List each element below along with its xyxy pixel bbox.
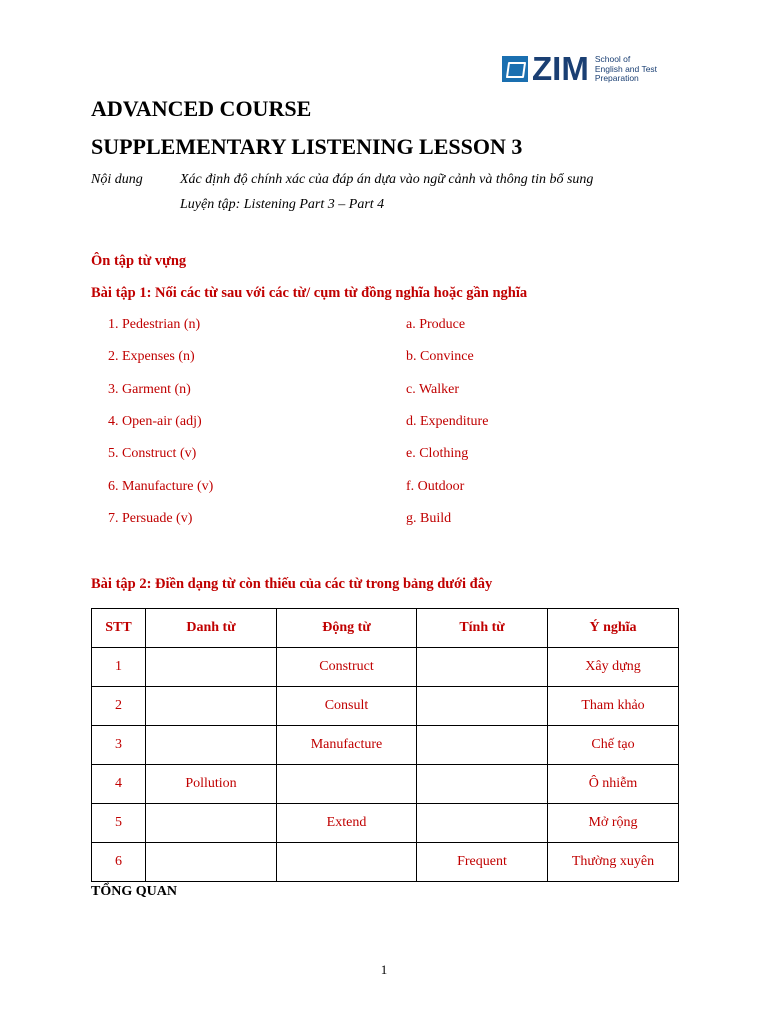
logo-tagline [595, 55, 657, 84]
cell-noun[interactable] [146, 726, 277, 765]
cell-meaning: Mở rộng [548, 804, 679, 843]
cell-adjective[interactable] [417, 687, 548, 726]
table-row [92, 804, 679, 843]
match-left-item: 4. Open-air (adj) [108, 414, 202, 429]
match-right-item: b. Convince [406, 349, 474, 364]
match-right-item: c. Walker [406, 382, 460, 397]
header-verb: Động từ [277, 609, 417, 648]
exercise2-title: Bài tập 2: Điền dạng từ còn thiếu của các từ trong bảng dưới đây [91, 576, 493, 592]
cell-stt: 1 [92, 648, 146, 687]
cell-adjective[interactable] [417, 765, 548, 804]
logo-word: ZIM [532, 50, 589, 88]
match-right-item: a. Produce [406, 317, 466, 332]
match-right-item: f. Outdoor [406, 479, 465, 494]
cell-verb[interactable] [277, 765, 417, 804]
cell-meaning: Tham khảo [548, 687, 679, 726]
cell-meaning: Thường xuyên [548, 843, 679, 882]
cell-verb: Manufacture [277, 726, 417, 765]
cell-stt: 4 [92, 765, 146, 804]
exercise1-title: Bài tập 1: Nối các từ sau với các từ/ cụm từ đồng nghĩa hoặc gần nghĩa [91, 285, 528, 301]
page-number: 1 [380, 962, 388, 977]
table-row [92, 765, 679, 804]
cell-adjective: Frequent [417, 843, 548, 882]
table-row [92, 843, 679, 882]
header-noun: Danh từ [146, 609, 277, 648]
match-right-item: g. Build [406, 511, 452, 526]
cell-stt: 5 [92, 804, 146, 843]
cell-noun: Pollution [146, 765, 277, 804]
cell-noun[interactable] [146, 687, 277, 726]
match-left-item: 5. Construct (v) [108, 446, 197, 461]
overview-heading: TỔNG QUAN [91, 884, 177, 899]
match-left-item: 2. Expenses (n) [108, 349, 195, 364]
content-line-1: Xác định độ chính xác của đáp án dựa vào ngữ cảnh và thông tin bổ sung [180, 172, 594, 187]
cell-noun[interactable] [146, 804, 277, 843]
match-right-item: e. Clothing [406, 446, 469, 461]
cell-adjective[interactable] [417, 726, 548, 765]
cell-meaning: Xây dựng [548, 648, 679, 687]
table-row [92, 648, 679, 687]
logo-tagline-line: Preparation [594, 73, 639, 83]
cell-verb: Extend [277, 804, 417, 843]
cell-adjective[interactable] [417, 648, 548, 687]
header-meaning: Ý nghĩa [548, 609, 679, 648]
cell-stt: 3 [92, 726, 146, 765]
logo-tagline-line: School of [594, 54, 631, 64]
match-left-item: 6. Manufacture (v) [108, 479, 214, 494]
cell-stt: 6 [92, 843, 146, 882]
header-stt: STT [92, 609, 146, 648]
match-left-item: 1. Pedestrian (n) [108, 317, 201, 332]
cell-noun[interactable] [146, 648, 277, 687]
zim-logo [502, 50, 658, 88]
table-row [92, 687, 679, 726]
cell-verb: Consult [277, 687, 417, 726]
match-left-item: 7. Persuade (v) [108, 511, 193, 526]
cell-adjective[interactable] [417, 804, 548, 843]
lesson-title: SUPPLEMENTARY LISTENING LESSON 3 [91, 134, 523, 159]
table-row [92, 726, 679, 765]
cell-meaning: Chế tạo [548, 726, 679, 765]
match-left-item: 3. Garment (n) [108, 382, 191, 397]
cell-meaning: Ô nhiễm [548, 765, 679, 804]
content-label: Nội dung [91, 172, 143, 187]
book-icon [502, 56, 528, 82]
logo-tagline-line: English and Test [594, 63, 658, 74]
cell-noun[interactable] [146, 843, 277, 882]
header-adjective: Tính từ [417, 609, 548, 648]
match-right-item: d. Expenditure [406, 414, 489, 429]
course-title: ADVANCED COURSE [91, 96, 312, 121]
content-line-2: Luyện tập: Listening Part 3 – Part 4 [180, 197, 385, 212]
vocab-review-heading: Ôn tập từ vựng [91, 253, 187, 269]
cell-stt: 2 [92, 687, 146, 726]
cell-verb: Construct [277, 648, 417, 687]
table-header-row [92, 609, 679, 648]
cell-verb[interactable] [277, 843, 417, 882]
word-form-table [91, 608, 679, 882]
